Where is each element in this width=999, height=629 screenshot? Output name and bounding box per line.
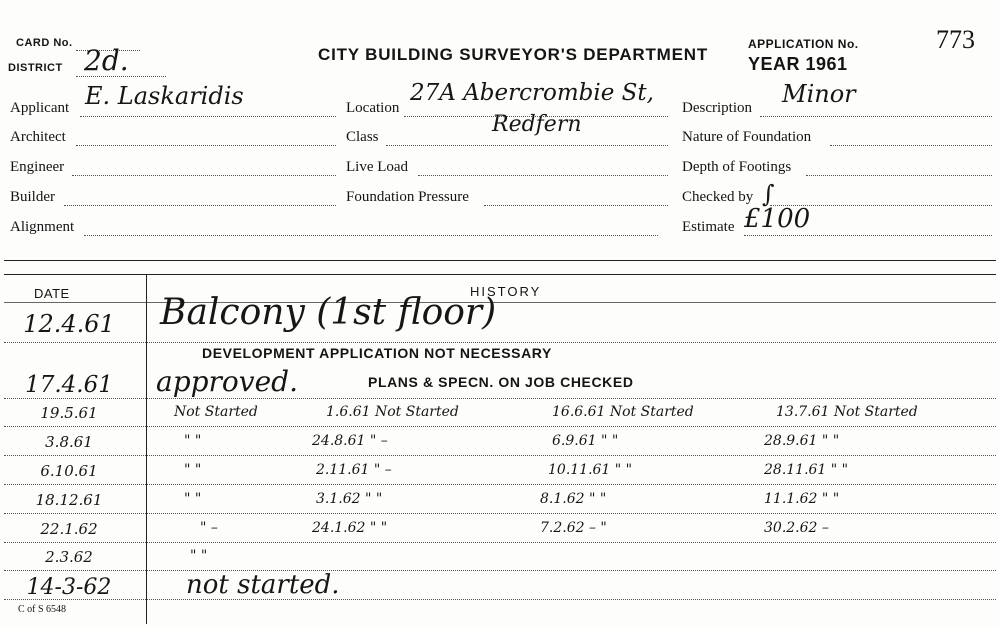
foundation-pressure-label: Foundation Pressure: [346, 189, 469, 205]
department-title: CITY BUILDING SURVEYOR'S DEPARTMENT: [318, 45, 709, 64]
history-date: 17.4.61: [25, 372, 113, 398]
card-no-label: CARD No.: [16, 37, 73, 49]
section-divider-top: [4, 260, 996, 261]
application-number-label: APPLICATION No.: [748, 37, 859, 51]
architect-label: Architect: [10, 129, 66, 145]
plans-checked-stamp: PLANS & SPECN. ON JOB CHECKED: [368, 374, 634, 390]
history-cell: " –: [200, 520, 218, 536]
district-value: 2d.: [84, 44, 129, 77]
history-entry-text: approved.: [156, 365, 298, 398]
history-cell: 10.11.61 " ": [548, 462, 633, 478]
location-label: Location: [346, 100, 400, 116]
history-cell: 13.7.61 Not Started: [776, 404, 918, 420]
depth-of-footings-label: Depth of Footings: [682, 159, 792, 175]
history-cell: " ": [184, 433, 202, 449]
history-cell: 1.6.61 Not Started: [326, 404, 459, 420]
history-cell: 3.1.62 " ": [316, 491, 383, 507]
history-cell: 8.1.62 " ": [540, 491, 607, 507]
history-date: 19.5.61: [40, 404, 98, 422]
history-cell: 16.6.61 Not Started: [552, 404, 694, 420]
history-date: 12.4.61: [23, 310, 115, 338]
date-column-divider: [146, 274, 147, 624]
history-cell: " ": [184, 462, 202, 478]
history-cell: 11.1.62 " ": [764, 491, 840, 507]
history-entry-text: Balcony (1st floor): [160, 292, 497, 333]
engineer-label: Engineer: [10, 159, 65, 175]
history-date: 18.12.61: [35, 491, 103, 509]
history-cell: 30.2.62 –: [764, 520, 829, 536]
history-cell: 24.1.62 " ": [312, 520, 388, 536]
location-suburb-value: Redfern: [492, 112, 582, 137]
estimate-value: £100: [744, 204, 811, 234]
history-cell: Not Started: [174, 404, 258, 420]
history-date: 2.3.62: [45, 548, 93, 566]
header-rule: [4, 302, 996, 303]
application-number: 773: [936, 25, 975, 54]
history-date: 14-3-62: [26, 575, 112, 600]
form-code: C of S 6548: [18, 604, 67, 615]
checked-by-label: Checked by: [682, 189, 754, 205]
checked-by-mark: ∫: [762, 180, 775, 208]
history-cell: 2.11.61 " –: [316, 462, 392, 478]
history-cell: " ": [190, 548, 208, 564]
history-entry-text: not started.: [186, 570, 340, 600]
history-cell: 24.8.61 " –: [312, 433, 388, 449]
location-value: 27A Abercrombie St,: [410, 80, 654, 106]
history-cell: " ": [184, 491, 202, 507]
builder-label: Builder: [10, 189, 55, 205]
history-date: 6.10.61: [40, 462, 98, 480]
section-divider-bottom: [4, 274, 996, 275]
estimate-label: Estimate: [682, 219, 735, 235]
description-value: Minor: [782, 80, 856, 108]
history-date: 22.1.62: [40, 520, 98, 538]
district-label: DISTRICT: [8, 62, 63, 74]
development-stamp: DEVELOPMENT APPLICATION NOT NECESSARY: [202, 345, 552, 361]
class-label: Class: [346, 129, 379, 145]
live-load-label: Live Load: [346, 159, 409, 175]
history-cell: 7.2.62 – ": [540, 520, 607, 536]
history-column-header: HISTORY: [470, 284, 542, 299]
applicant-value: E. Laskaridis: [85, 82, 244, 110]
history-cell: 28.11.61 " ": [764, 462, 849, 478]
history-date: 3.8.61: [45, 433, 93, 451]
applicant-label: Applicant: [10, 100, 70, 116]
description-label: Description: [682, 100, 752, 116]
date-column-header: DATE: [34, 286, 70, 301]
history-cell: 6.9.61 " ": [552, 433, 619, 449]
history-cell: 28.9.61 " ": [764, 433, 840, 449]
nature-of-foundation-label: Nature of Foundation: [682, 129, 812, 145]
year-label: YEAR 1961: [748, 54, 848, 74]
alignment-label: Alignment: [10, 219, 75, 235]
